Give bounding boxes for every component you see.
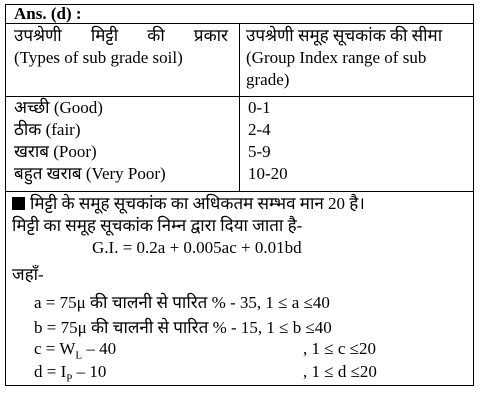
soil-type-good: अच्छी (Good)	[14, 98, 103, 117]
header-group-index	[246, 25, 471, 91]
definition-a: a = 75μ की चालनी से पारित % - 35, 1 ≤ a ≤40	[34, 293, 330, 312]
group-index-intro-text: मिट्टी का समूह सूचकांक निम्न द्वारा दिया जाता है-	[12, 216, 303, 235]
header-soil-type-hindi: उपश्रेणी मिट्टी की प्रकार	[14, 26, 228, 45]
header-soil-type-english: (Types of sub grade soil)	[14, 48, 183, 67]
range-very-poor: 10-20	[248, 164, 288, 183]
definition-d: $d = I_P - 10$	[34, 362, 107, 385]
definition-b: b = 75μ की चालनी से पारित % - 15, 1 ≤ b ≤40	[34, 318, 332, 337]
group-index-formula: G.I. = 0.2a + 0.005ac + 0.01bd	[92, 238, 302, 257]
soil-type-very-poor: बहुत खराब (Very Poor)	[14, 164, 166, 183]
max-group-index-text: मिट्टी के समूह सूचकांक का अधिकतम सम्भव मान 20 है।	[30, 194, 365, 213]
soil-type-poor: खराब (Poor)	[14, 142, 97, 161]
range-good: 0-1	[248, 98, 271, 117]
table-bottom-divider	[6, 191, 473, 192]
definition-c: $c = W_L - 40$	[34, 339, 117, 362]
where-label: जहाँ-	[12, 265, 44, 284]
range-c: , 1 ≤ c ≤20	[303, 339, 376, 358]
square-bullet-icon	[12, 197, 25, 210]
header-group-index-english: (Group Index range of sub grade)	[246, 48, 427, 89]
table-column-divider	[239, 24, 240, 191]
range-d: , 1 ≤ d ≤20	[303, 362, 377, 381]
header-soil-type	[14, 25, 236, 69]
soil-type-fair: ठीक (fair)	[14, 120, 81, 139]
group-index-range-list	[248, 97, 288, 185]
range-fair: 2-4	[248, 120, 271, 139]
answer-box	[5, 4, 474, 386]
answer-header-row	[6, 5, 473, 24]
soil-type-list	[14, 97, 166, 185]
range-poor: 5-9	[248, 142, 271, 161]
answer-label: Ans. (d) :	[14, 4, 82, 23]
group-index-note	[12, 193, 472, 237]
header-group-index-hindi: उपश्रेणी समूह सूचकांक की सीमा	[246, 26, 443, 45]
